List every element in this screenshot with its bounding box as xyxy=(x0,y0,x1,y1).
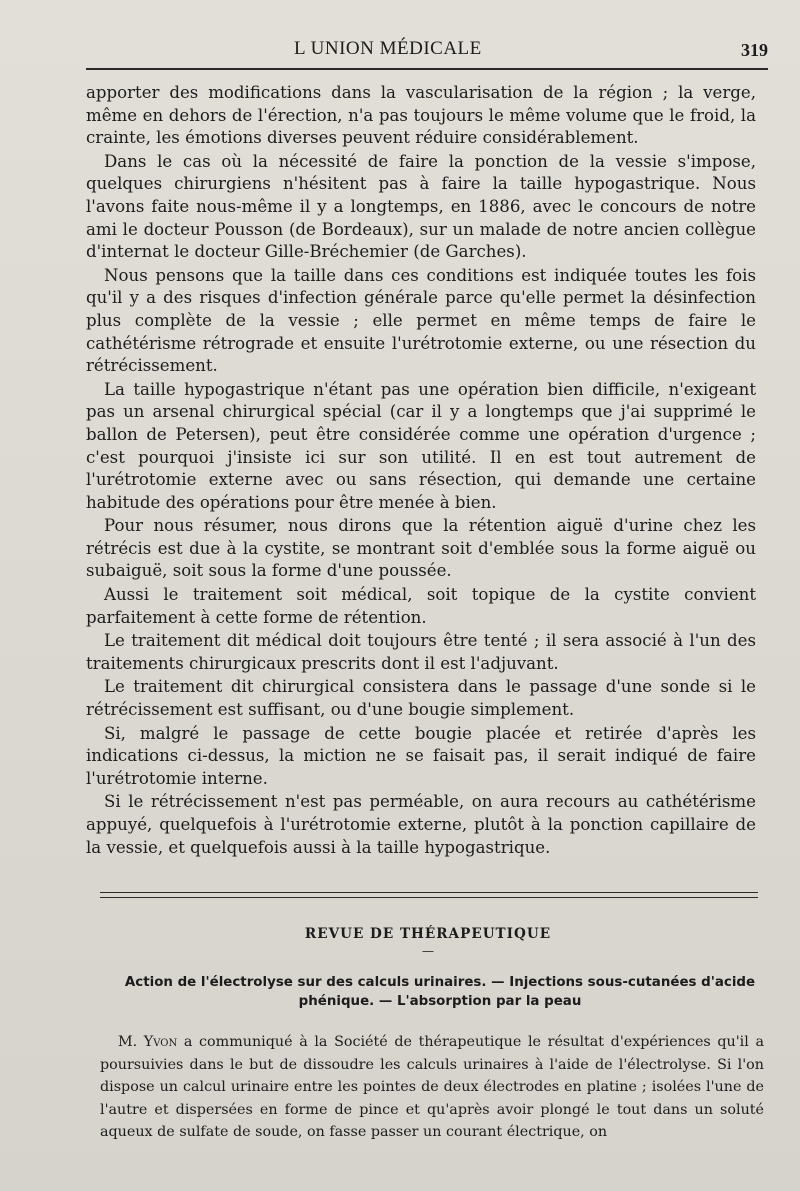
article-text xyxy=(100,1031,764,1144)
running-title: L UNION MÉDICALE xyxy=(294,38,482,59)
body-text xyxy=(86,82,756,860)
paragraph: La taille hypogastrique n'étant pas une opération bien difficile, n'exigeant pas un arsenal chirurgical spécial (car il y a longtemps que j'ai supprimé le ballon de Petersen), peut être considérée comme une opération d'urgence ; c'est pourquoi j'insiste ici sur son utilité. Il en est tout autrement de l'urétrotomie externe avec ou sans résection, qui demande une certaine habitude des opérations pour être menée à bien. xyxy=(86,379,756,512)
paragraph: Le traitement dit chirurgical consistera dans le passage d'une sonde si le rétrécissement est suffisant, ou d'une bougie simplement. xyxy=(86,677,756,720)
article-title: Action de l'électrolyse sur des calculs urinaires. — Injections sous-cutanées d'acide phénique. — L'absorption par la peau xyxy=(124,975,756,1009)
paragraph: Nous pensons que la taille dans ces conditions est indiquée toutes les fois qu'il y a des risques d'infection générale parce qu'elle permet la désinfection plus complète de la vessie ; elle permet en même temps de faire le cathétérisme rétrograde et ensuite l'urétrotomie externe, ou une résection du rétrécissement. xyxy=(86,265,756,376)
article-paragraph xyxy=(100,1031,764,1144)
paragraph: Le traitement dit médical doit toujours être tenté ; il sera associé à l'un des traitements chirurgicaux prescrits dont il est l'adjuvant. xyxy=(86,631,756,673)
article-body: a communiqué à la Société de thérapeutique le résultat d'expériences qu'il a poursuivies dans le but de dissoudre les calculs urinaires à l'aide de l'électrolyse. Si l'on dispose un calcul urinaire entre les pointes de deux électrodes en platine ; isolées l'une de l'autre et dispersées en forme de pince et qu'après avoir plongé le tout dans un soluté aqueux de sulfate de soude, on fasse passer un courant électrique, on xyxy=(100,1034,764,1141)
paragraph: Dans le cas où la nécessité de faire la ponction de la vessie s'impose, quelques chirurgiens n'hésitent pas à faire la taille hypogastrique. Nous l'avons faite nous-même il y a longtemps, en 1886, avec le concours de notre ami le docteur Pousson (de Bordeaux), sur un malade de notre ancien collègue d'internat le docteur Gille-Bréchemier (de Garches). xyxy=(86,151,756,262)
section-divider xyxy=(100,892,758,893)
paragraph: Si le rétrécissement n'est pas perméable, on aura recours au cathétérisme appuyé, quelquefois à l'urétrotomie externe, plutôt à la ponction capillaire de la vessie, et quelquefois aussi à la taille hypogastrique. xyxy=(86,792,756,857)
section-title: REVUE DE THÉRAPEUTIQUE xyxy=(304,926,552,942)
paragraph: Pour nous résumer, nous dirons que la rétention aiguë d'urine chez les rétrécis est due à la cystite, se montrant soit d'emblée sous la forme aiguë ou subaiguë, soit sous la forme d'une poussée. xyxy=(86,516,756,581)
paragraph: Aussi le traitement soit médical, soit topique de la cystite convient parfaitement à cette forme de rétention. xyxy=(86,585,756,627)
page-number: 319 xyxy=(741,40,768,60)
paragraph: apporter des modifications dans la vascularisation de la région ; la verge, même en dehors de l'érection, n'a pas toujours le même volume que le froid, la crainte, les émotions diverses peuvent réduire considérablement. xyxy=(86,83,756,148)
paragraph: Si, malgré le passage de cette bougie placée et retirée d'après les indications ci-dessus, la miction ne se faisait pas, il serait indiqué de faire l'urétrotomie interne. xyxy=(86,723,756,788)
section-dash: — xyxy=(422,944,434,958)
section-divider xyxy=(100,897,758,898)
article-author: M. Yvon xyxy=(118,1034,178,1050)
page-header xyxy=(84,38,768,68)
header-rule xyxy=(86,68,768,70)
